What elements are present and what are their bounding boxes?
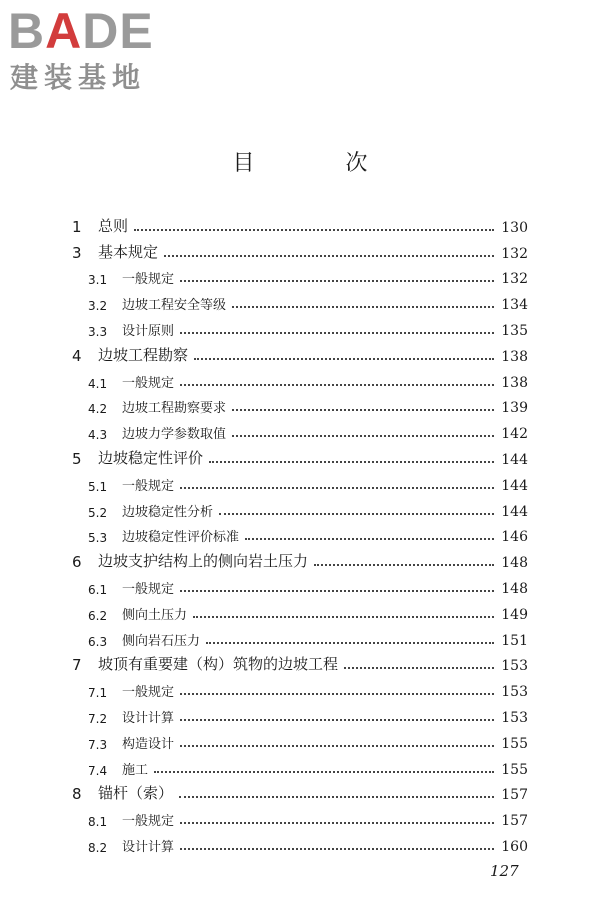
toc-entry-page: 155	[501, 735, 528, 752]
toc-entry-page: 134	[501, 297, 528, 314]
toc-entry-title: 坡顶有重要建（构）筑物的边坡工程	[98, 655, 339, 674]
toc-entry-number: 6.3	[88, 634, 108, 649]
toc-entry-title: 边坡工程勘察	[98, 345, 189, 364]
toc-dot-leader	[180, 486, 494, 489]
watermark-latin-text: BADE	[8, 3, 154, 59]
toc-entry-number: 4.2	[88, 402, 108, 417]
toc-entry-title: 一般规定	[122, 375, 175, 391]
toc-dot-leader	[180, 589, 494, 592]
toc-section-entry	[72, 597, 528, 623]
toc-entry-page: 142	[501, 426, 528, 443]
toc-section-entry	[72, 391, 528, 417]
toc-entry-title: 设计计算	[122, 710, 175, 726]
toc-dot-leader	[193, 615, 494, 618]
toc-entry-title: 基本规定	[98, 242, 159, 261]
toc-entry-page: 132	[501, 271, 528, 288]
toc-chapter-entry	[72, 210, 528, 236]
toc-chapter-entry	[72, 778, 528, 804]
toc-dot-leader	[180, 847, 494, 850]
toc-entry-page: 144	[501, 477, 528, 494]
toc-section-entry	[72, 494, 528, 520]
toc-entry-page: 153	[501, 684, 528, 701]
watermark-chinese-text: 建装基地	[10, 61, 147, 94]
toc-entry-title: 边坡工程安全等级	[122, 298, 227, 314]
toc-dot-leader	[180, 331, 494, 334]
toc-entry-title: 一般规定	[122, 581, 175, 597]
toc-dot-leader	[180, 718, 494, 721]
toc-entry-number: 5.3	[88, 531, 108, 546]
toc-entry-title: 一般规定	[122, 685, 175, 701]
toc-chapter-entry	[72, 649, 528, 675]
toc-dot-leader	[154, 770, 494, 773]
toc-entry-title: 一般规定	[122, 814, 175, 830]
toc-chapter-entry	[72, 339, 528, 365]
toc-entry-page: 138	[501, 374, 528, 391]
toc-entry-number: 7	[72, 656, 82, 675]
toc-entry-page: 153	[501, 709, 528, 726]
toc-entry-title: 一般规定	[122, 478, 175, 494]
toc-entry-title: 侧向岩石压力	[122, 633, 201, 649]
toc-entry-title: 边坡支护结构上的侧向岩土压力	[98, 552, 309, 571]
toc-chapter-entry	[72, 236, 528, 262]
toc-entry-title: 构造设计	[122, 736, 175, 752]
toc-entry-page: 155	[501, 761, 528, 778]
toc-section-entry	[72, 700, 528, 726]
toc-section-entry	[72, 262, 528, 288]
toc-entry-number: 4.3	[88, 428, 108, 443]
toc-chapter-entry	[72, 545, 528, 571]
bade-watermark-logo	[8, 3, 178, 98]
toc-entry-number: 8	[72, 785, 82, 804]
toc-dot-leader	[206, 641, 494, 644]
toc-entry-page: 148	[501, 555, 528, 572]
toc-entry-title: 总则	[98, 216, 129, 235]
toc-dot-leader	[164, 254, 494, 257]
toc-entry-number: 7.2	[88, 711, 108, 726]
toc-dot-leader	[245, 537, 494, 540]
toc-entry-title: 边坡稳定性分析	[122, 504, 214, 520]
toc-entry-title: 锚杆（索）	[98, 784, 174, 803]
toc-entry-title: 边坡工程勘察要求	[122, 401, 227, 417]
toc-entry-title: 设计原则	[122, 323, 175, 339]
toc-entry-title: 施工	[122, 762, 149, 778]
toc-dot-leader	[180, 821, 494, 824]
toc-section-entry	[72, 520, 528, 546]
toc-dot-leader	[179, 795, 494, 798]
toc-entry-number: 7.1	[88, 686, 108, 701]
toc-entry-title: 一般规定	[122, 272, 175, 288]
toc-dot-leader	[219, 512, 494, 515]
toc-section-entry	[72, 726, 528, 752]
toc-dot-leader	[232, 408, 494, 411]
toc-dot-leader	[344, 666, 494, 669]
toc-entry-number: 4	[72, 346, 82, 365]
toc-entry-number: 6.1	[88, 582, 108, 597]
toc-entry-number: 5	[72, 449, 82, 468]
toc-dot-leader	[180, 383, 494, 386]
toc-chapter-entry	[72, 442, 528, 468]
toc-section-entry	[72, 313, 528, 339]
toc-entry-number: 6.2	[88, 608, 108, 623]
toc-entry-number: 7.3	[88, 737, 108, 752]
toc-entry-number: 5.2	[88, 505, 108, 520]
toc-section-entry	[72, 571, 528, 597]
toc-entry-number: 4.1	[88, 376, 108, 391]
toc-entry-page: 139	[501, 400, 528, 417]
toc-dot-leader	[209, 460, 494, 463]
toc-entry-page: 138	[501, 348, 528, 365]
toc-section-entry	[72, 829, 528, 855]
toc-dot-leader	[194, 357, 494, 360]
toc-entry-number: 3.2	[88, 299, 108, 314]
toc-section-entry	[72, 416, 528, 442]
toc-entry-title: 设计计算	[122, 839, 175, 855]
toc-entry-page: 157	[501, 787, 528, 804]
toc-dot-leader	[180, 279, 494, 282]
toc-section-entry	[72, 365, 528, 391]
toc-title: 目 次	[232, 151, 410, 176]
table-of-contents	[72, 210, 528, 855]
toc-dot-leader	[180, 692, 494, 695]
toc-entry-title: 边坡稳定性评价标准	[122, 530, 240, 546]
toc-entry-number: 1	[72, 217, 82, 236]
toc-section-entry	[72, 674, 528, 700]
toc-entry-number: 7.4	[88, 763, 108, 778]
toc-section-entry	[72, 803, 528, 829]
toc-entry-page: 130	[501, 219, 528, 236]
toc-dot-leader	[232, 305, 494, 308]
toc-entry-number: 8.2	[88, 840, 108, 855]
toc-entry-page: 157	[501, 813, 528, 830]
toc-entry-page: 144	[501, 503, 528, 520]
toc-entry-page: 148	[501, 580, 528, 597]
toc-section-entry	[72, 287, 528, 313]
toc-entry-title: 侧向土压力	[122, 607, 188, 623]
toc-entry-page: 146	[501, 529, 528, 546]
toc-entry-page: 135	[501, 322, 528, 339]
toc-entry-page: 153	[501, 658, 528, 675]
toc-entry-title: 边坡稳定性评价	[98, 448, 204, 467]
toc-dot-leader	[232, 434, 494, 437]
toc-entry-page: 149	[501, 606, 528, 623]
toc-entry-number: 6	[72, 553, 82, 572]
toc-entry-page: 144	[501, 451, 528, 468]
toc-dot-leader	[314, 563, 494, 566]
toc-entry-title: 边坡力学参数取值	[122, 427, 227, 443]
page-number: 127	[490, 862, 519, 880]
toc-entry-number: 3.1	[88, 273, 108, 288]
toc-entry-number: 3.3	[88, 324, 108, 339]
toc-entry-number: 3	[72, 243, 82, 262]
toc-section-entry	[72, 468, 528, 494]
toc-entry-number: 5.1	[88, 479, 108, 494]
toc-entry-page: 151	[501, 632, 528, 649]
toc-dot-leader	[134, 228, 494, 231]
toc-entry-page: 132	[501, 245, 528, 262]
toc-dot-leader	[180, 744, 494, 747]
toc-entry-page: 160	[501, 838, 528, 855]
toc-section-entry	[72, 623, 528, 649]
toc-entry-number: 8.1	[88, 815, 108, 830]
toc-section-entry	[72, 752, 528, 778]
